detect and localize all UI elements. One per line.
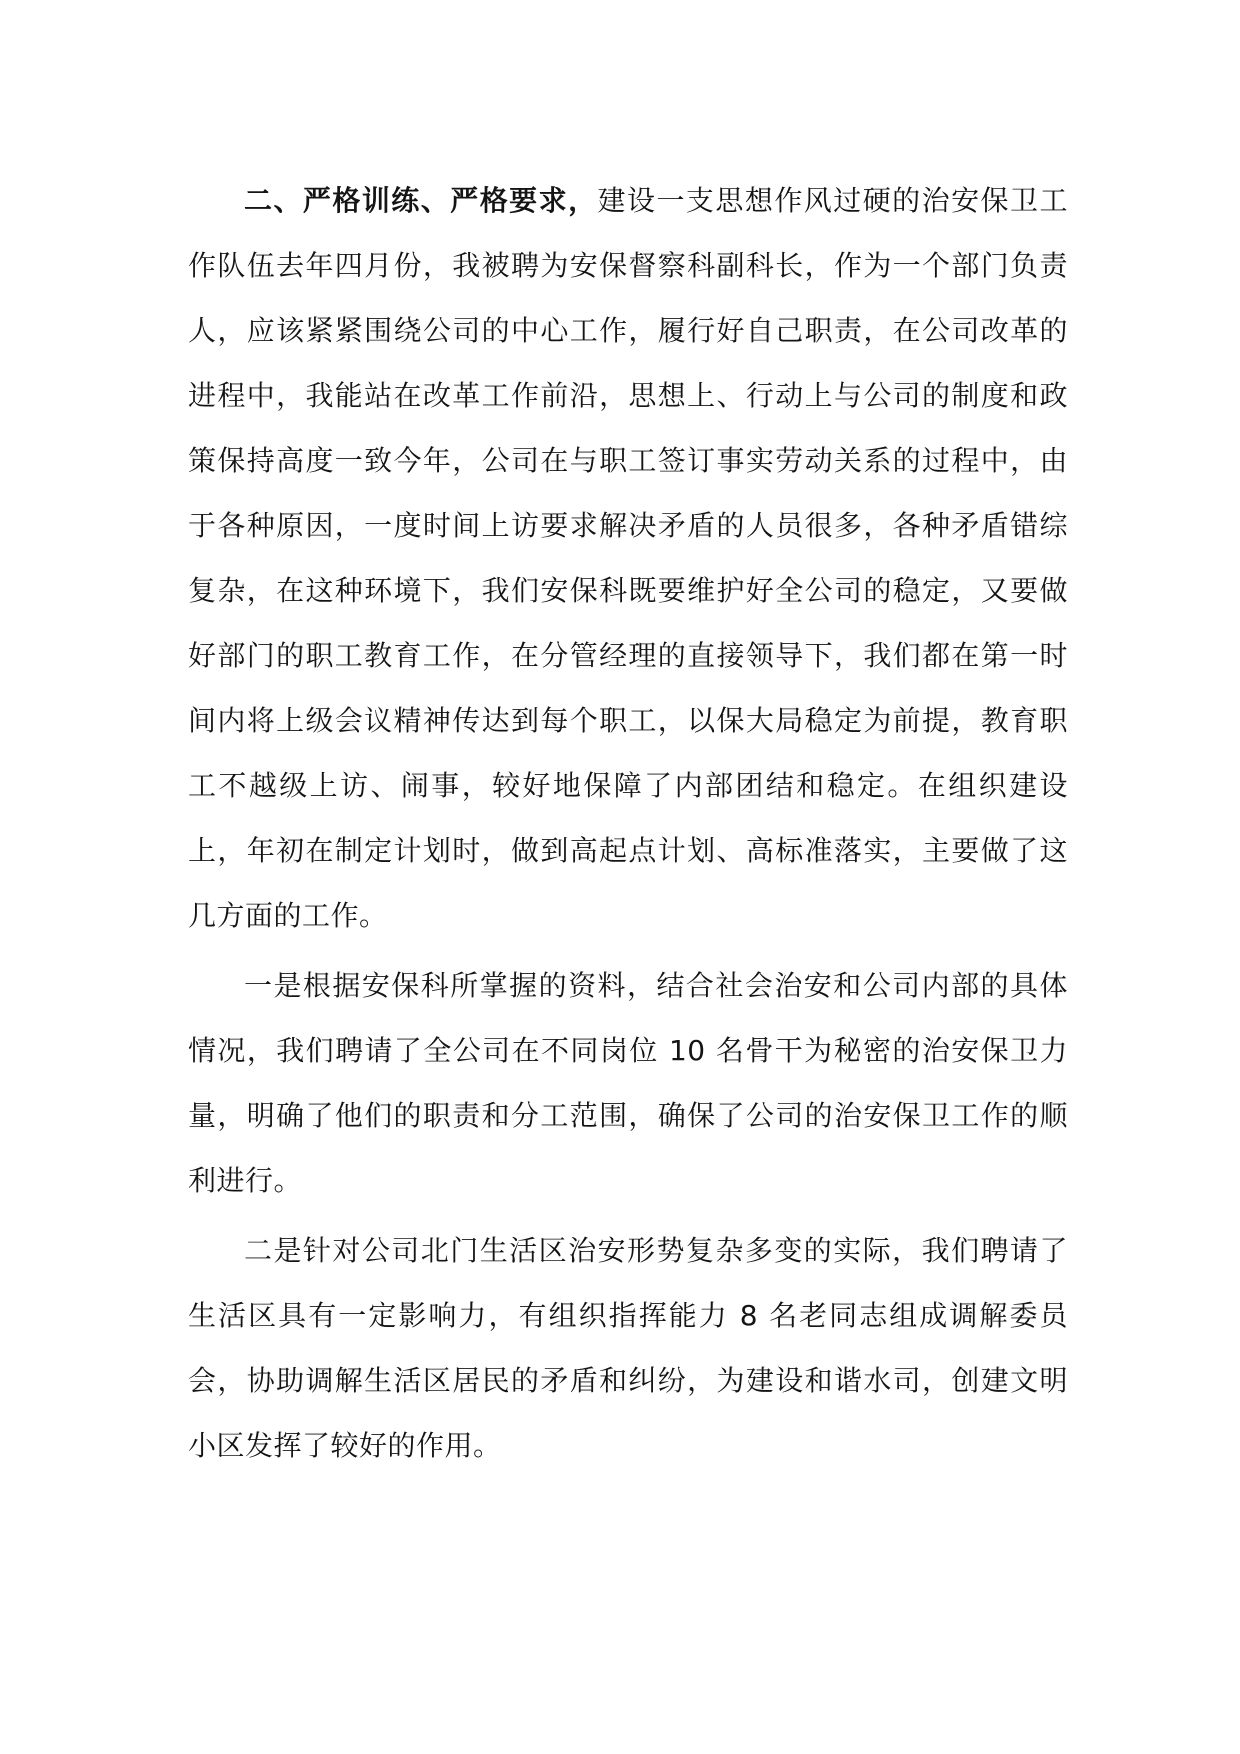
paragraph-text: 二是针对公司北门生活区治安形势复杂多变的实际，我们聘请了生活区具有一定影响力，有组织指挥能力 8 名老同志组成调解委员会，协助调解生活区居民的矛盾和纠纷，为建设和谐水司，创建文明小区发挥了较好的作用。 [188, 1234, 1068, 1462]
paragraph-point-one [188, 953, 1068, 1213]
paragraph-text: 一是根据安保科所掌握的资料，结合社会治安和公司内部的具体情况，我们聘请了全公司在不同岗位 10 名骨干为秘密的治安保卫力量，明确了他们的职责和分工范围，确保了公司的治安保卫工作的顺利进行。 [188, 969, 1068, 1197]
paragraph-section-two [188, 168, 1068, 948]
document-body [188, 168, 1068, 1478]
section-heading: 二、严格训练、严格要求， [244, 184, 598, 217]
paragraph-point-two [188, 1218, 1068, 1478]
paragraph-text: 建设一支思想作风过硬的治安保卫工作队伍去年四月份，我被聘为安保督察科副科长，作为一个部门负责人，应该紧紧围绕公司的中心工作，履行好自己职责，在公司改革的进程中，我能站在改革工作前沿，思想上、行动上与公司的制度和政策保持高度一致今年，公司在与职工签订事实劳动关系的过程中，由于各种原因，一度时间上访要求解决矛盾的人员很多，各种矛盾错综复杂，在这种环境下，我们安保科既要维护好全公司的稳定，又要做好部门的职工教育工作，在分管经理的直接领导下，我们都在第一时间内将上级会议精神传达到每个职工，以保大局稳定为前提，教育职工不越级上访、闹事，较好地保障了内部团结和稳定。在组织建设上，年初在制定计划时，做到高起点计划、高标准落实，主要做了这几方面的工作。 [188, 184, 1068, 932]
